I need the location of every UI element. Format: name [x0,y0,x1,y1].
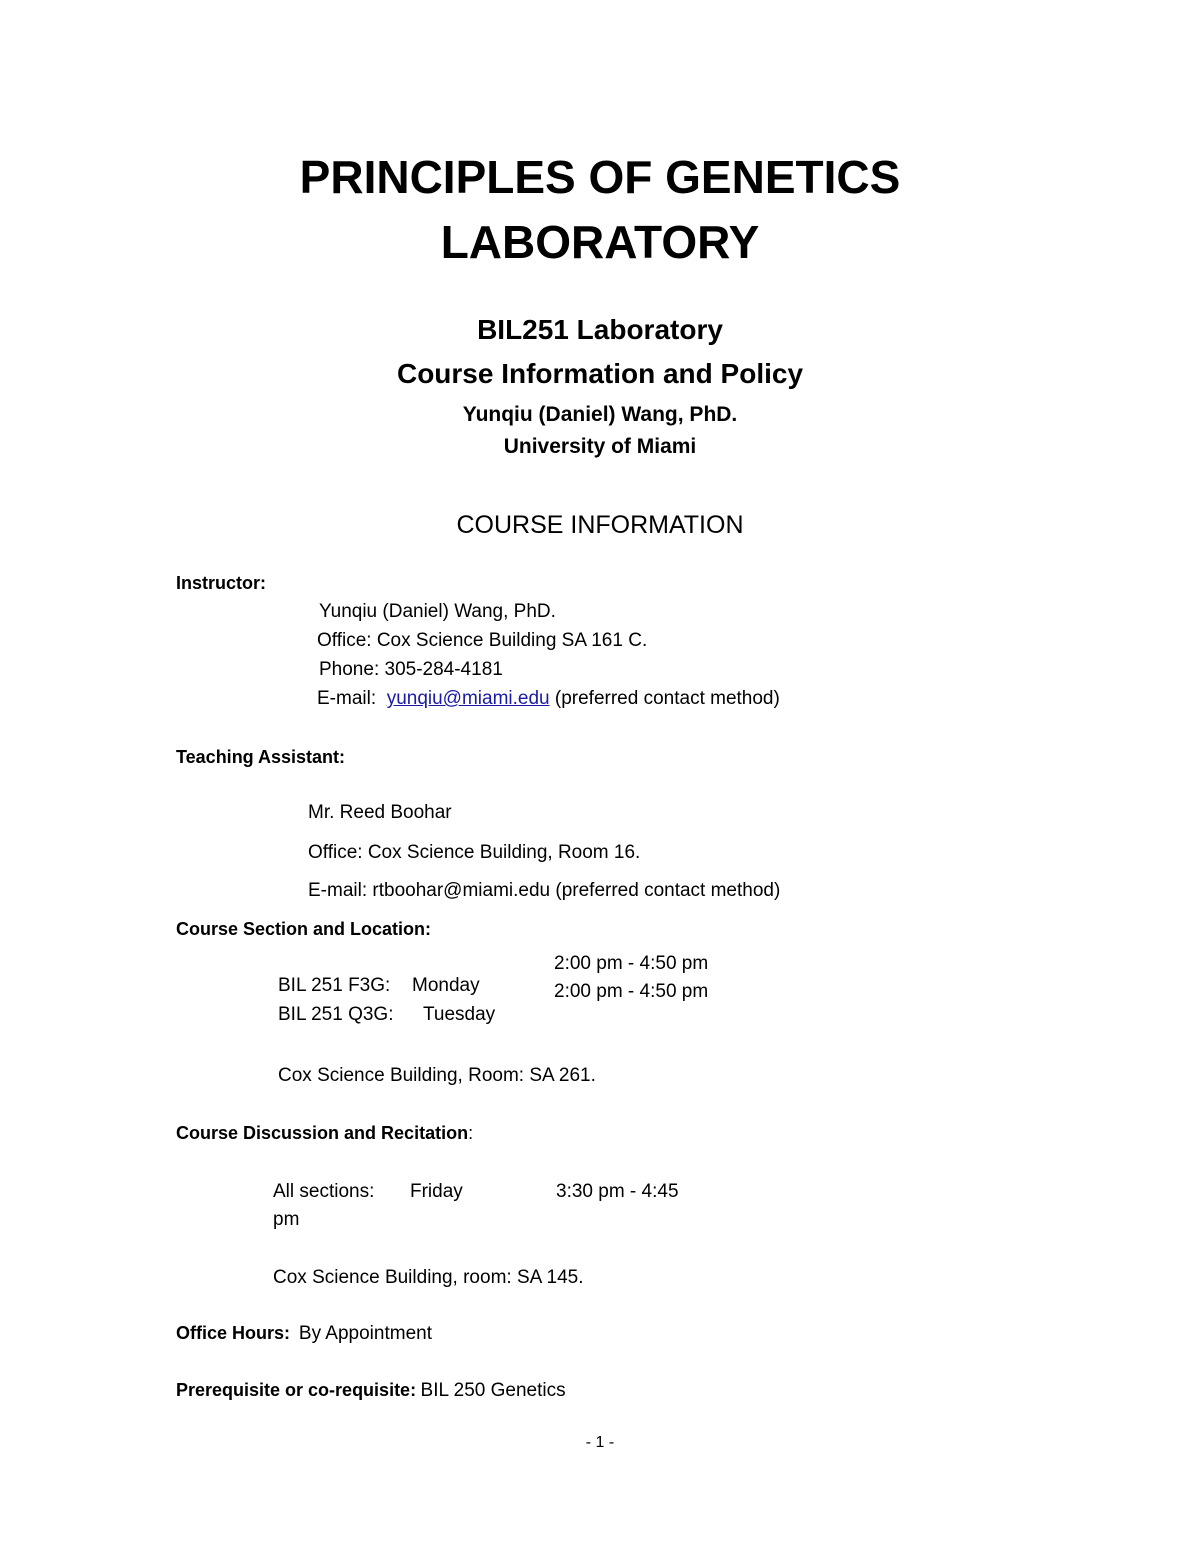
discussion-label-text: Course Discussion and Recitation [176,1123,469,1143]
office-hours-label: Office Hours: [176,1323,291,1343]
instructor-email-note: (preferred contact method) [554,688,780,709]
discussion-location: Cox Science Building, room: SA 145. [273,1267,584,1288]
section-location: Cox Science Building, Room: SA 261. [278,1065,596,1086]
ta-office: Office: Cox Science Building, Room 16. [308,842,641,863]
instructor-phone: Phone: 305-284-4181 [319,659,503,680]
discussion-day: Friday [410,1181,463,1202]
section-row-code: BIL 251 Q3G: [278,1004,394,1025]
discussion-label-colon: : [468,1123,474,1143]
discussion-time-wrap: pm [273,1209,300,1230]
prerequisite-value: BIL 250 Genetics [420,1380,566,1401]
section-heading-course-information: COURSE INFORMATION [456,511,744,539]
page-number: - 1 - [585,1434,615,1451]
instructor-name: Yunqiu (Daniel) Wang, PhD. [319,601,556,622]
prerequisite-line [176,1380,566,1402]
prerequisite-label: Prerequisite or co-requisite: [176,1380,417,1400]
course-section-label: Course Section and Location: [176,919,432,939]
discussion-who: All sections: [273,1181,375,1202]
discussion-time: 3:30 pm - 4:45 [556,1181,679,1202]
author-name: Yunqiu (Daniel) Wang, PhD. [462,403,738,426]
section-row-day: Monday [412,975,480,996]
ta-label: Teaching Assistant: [176,747,346,767]
instructor-email-link[interactable]: yunqiu@miami.edu [386,688,550,709]
section-row-code: BIL 251 F3G: [278,975,391,996]
office-hours-line [176,1323,432,1345]
ta-name: Mr. Reed Boohar [308,802,452,823]
section-row-time: 2:00 pm - 4:50 pm [554,953,709,974]
course-info-heading: Course Information and Policy [396,358,804,389]
ta-email: E-mail: rtboohar@miami.edu (preferred contact method) [308,880,781,901]
instructor-email-line [317,688,780,710]
instructor-label: Instructor: [176,573,266,593]
section-row-day: Tuesday [423,1004,496,1025]
office-hours-value: By Appointment [298,1323,432,1344]
instructor-office: Office: Cox Science Building SA 161 C. [317,630,648,651]
discussion-label [176,1123,473,1144]
course-code-heading: BIL251 Laboratory [477,314,723,345]
document-title-line-2: LABORATORY [440,216,760,268]
document-title-line-1: PRINCIPLES OF GENETICS [299,151,901,203]
university-name: University of Miami [503,435,697,458]
instructor-email-prefix: E-mail: [317,688,377,709]
section-row-time: 2:00 pm - 4:50 pm [554,981,709,1002]
